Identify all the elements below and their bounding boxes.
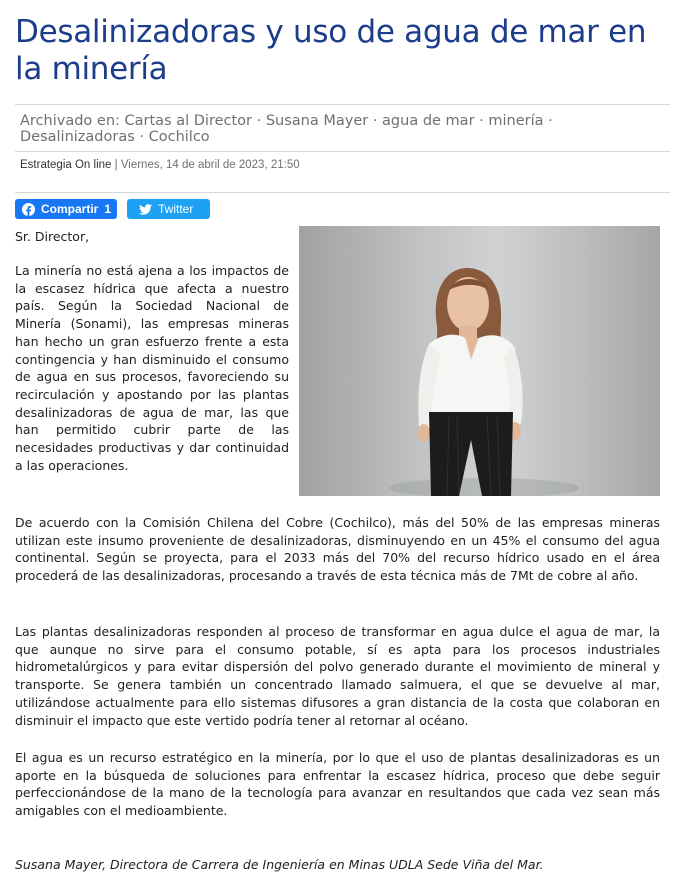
tag-link[interactable]: Cochilco: [148, 128, 210, 145]
share-count: 1: [104, 202, 112, 216]
paragraph: El agua es un recurso estratégico en la minería, por lo que el uso de plantas desalinizadoras es un aporte en la búsqueda de soluciones para enfrentar la escasez hídrica, proceso que debe seguir perfeccionándose de la mano de la tecnología para avanzar en resultandos que cada vez sean más amigables con el medioambiente.: [15, 750, 660, 819]
twitter-share-label: Twitter: [158, 202, 194, 216]
source-name: Estrategia On line: [20, 159, 112, 171]
paragraph: De acuerdo con la Comisión Chilena del Cobre (Cochilco), más del 50% de las empresas mineras utilizan este insumo proveniente de desalinizadoras, disminuyendo en un 45% el consumo del agua continental. Según se proyecta, para el 2033 más del 70% del recurso hídrico usado en el área procederá de las desalinizadoras, procesando a través de esta técnica más de 7Mt de cobre al año.: [15, 515, 660, 584]
tag-link[interactable]: agua de mar: [382, 113, 475, 129]
paragraph: La minería no está ajena a los impactos de la escasez hídrica que afecta a nuestro país. Según la Sociedad Nacional de Minería (Sonami), las empresas mineras han hecho un gran esfuerzo frente a esta contingencia y han disminuido el consumo de agua en sus procesos, favoreciendo su recirculación y apostando por las plantas desalinizadoras de agua de mar, las que han permitido cubrir parte de las necesidades productivas y dar continuidad a las operaciones.: [15, 263, 289, 473]
facebook-icon: [22, 203, 35, 216]
archive-tags: Archivado en: Cartas al Director · Susana Mayer · agua de mar · minería · Desalinizadoras · Cochilco: [15, 104, 670, 152]
greeting: Sr. Director,: [15, 229, 90, 244]
facebook-share-button[interactable]: [15, 199, 117, 219]
tag-link[interactable]: minería: [488, 113, 544, 129]
byline: Estrategia On line | Viernes, 14 de abril de 2023, 21:50: [20, 159, 300, 171]
tag-link[interactable]: Susana Mayer: [265, 113, 369, 129]
archive-label: Archivado en:: [20, 113, 120, 129]
tag-link[interactable]: Desalinizadoras: [20, 128, 135, 145]
article-title: Desalinizadoras y uso de agua de mar en la minería: [15, 14, 647, 87]
facebook-share-label: Compartir: [41, 202, 99, 216]
publish-date: Viernes, 14 de abril de 2023, 21:50: [120, 159, 300, 171]
author-portrait: [299, 226, 660, 496]
twitter-share-button[interactable]: [127, 199, 210, 219]
divider: [15, 192, 670, 193]
signature: Susana Mayer, Directora de Carrera de Ingeniería en Minas UDLA Sede Viña del Mar.: [15, 857, 544, 872]
author-photo: [299, 226, 660, 496]
tag-link[interactable]: Cartas al Director: [124, 113, 252, 129]
paragraph: Las plantas desalinizadoras responden al proceso de transformar en agua dulce el agua de mar, la que aunque no sirve para el consumo potable, sí es apta para los procesos industriales hidrometalúrgicos y para evitar dispersión del polvo generado durante el movimiento de mineral y transporte. Se genera también un concentrado llamado salmuera, el que se devuelve al mar, utilizándose actualmente para ello sistemas difusores a gran distancia de la costa que colaboran en disminuir el impacto que este vertido podría tener al retornar al océano.: [15, 624, 660, 728]
twitter-icon: [139, 204, 152, 215]
